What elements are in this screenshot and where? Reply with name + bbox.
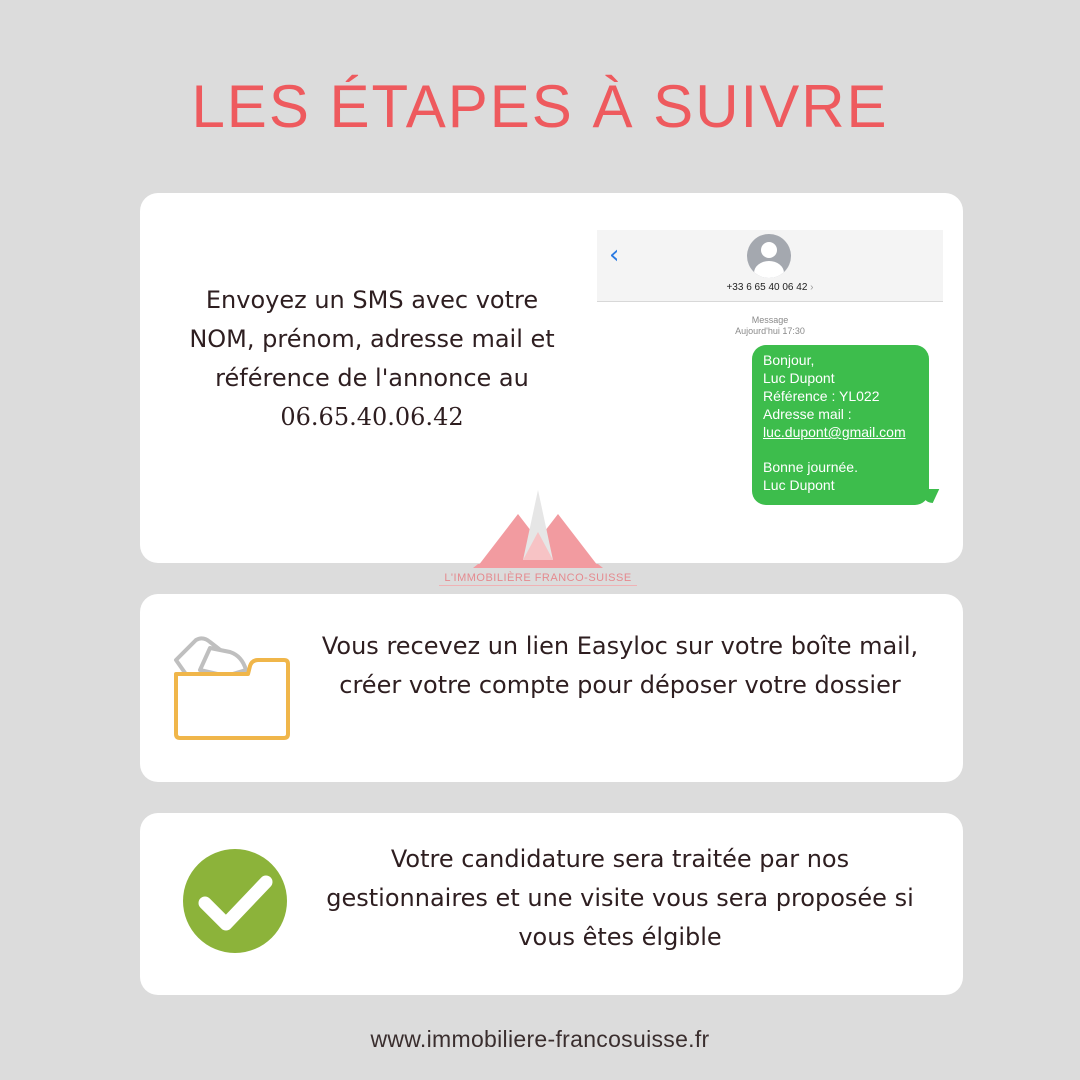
step-1-text — [172, 281, 572, 437]
sms-line: Bonne journée. — [763, 459, 858, 475]
company-logo — [433, 488, 643, 588]
sms-email-link[interactable]: luc.dupont@gmail.com — [763, 424, 906, 440]
step-3-text: Votre candidature sera traitée par nos gestionnaires et une visite vous sera proposée si vous êtes élgible — [326, 845, 914, 951]
back-chevron-icon: ‹ — [609, 240, 620, 270]
sms-screenshot — [597, 230, 943, 510]
contact-number: +33 6 65 40 06 42 › — [726, 282, 814, 293]
sms-line: Luc Dupont — [763, 477, 835, 493]
folder-icon — [170, 630, 292, 742]
message-time: Aujourd'hui 17:30 — [735, 326, 805, 336]
sms-line: Bonjour, — [763, 352, 815, 368]
step-1-instructions: Envoyez un SMS avec votre NOM, prénom, adresse mail et référence de l'annonce au — [189, 286, 555, 392]
sms-header — [597, 230, 943, 302]
logo-mountain-icon — [433, 488, 643, 572]
page-title: LES ÉTAPES À SUIVRE — [191, 73, 889, 140]
website-url[interactable]: www.immobiliere-francosuisse.fr — [370, 1026, 710, 1052]
message-meta — [597, 315, 943, 337]
sms-line: Référence : YL022 — [763, 388, 880, 404]
contact-avatar-icon — [747, 234, 791, 278]
message-label: Message — [751, 315, 789, 325]
step-2-text: Vous recevez un lien Easyloc sur votre boîte mail, créer votre compte pour déposer votre dossier — [321, 632, 919, 699]
sms-bubble — [752, 345, 929, 505]
checkmark-icon — [182, 848, 288, 954]
logo-underline — [439, 585, 637, 586]
step-1-phone: 06.65.40.06.42 — [280, 403, 464, 431]
sms-line: Adresse mail : — [763, 406, 852, 422]
sms-line: Luc Dupont — [763, 370, 835, 386]
step-2-card — [140, 594, 963, 782]
step-3-card — [140, 813, 963, 995]
logo-text: L'IMMOBILIÈRE FRANCO-SUISSE — [444, 572, 632, 584]
